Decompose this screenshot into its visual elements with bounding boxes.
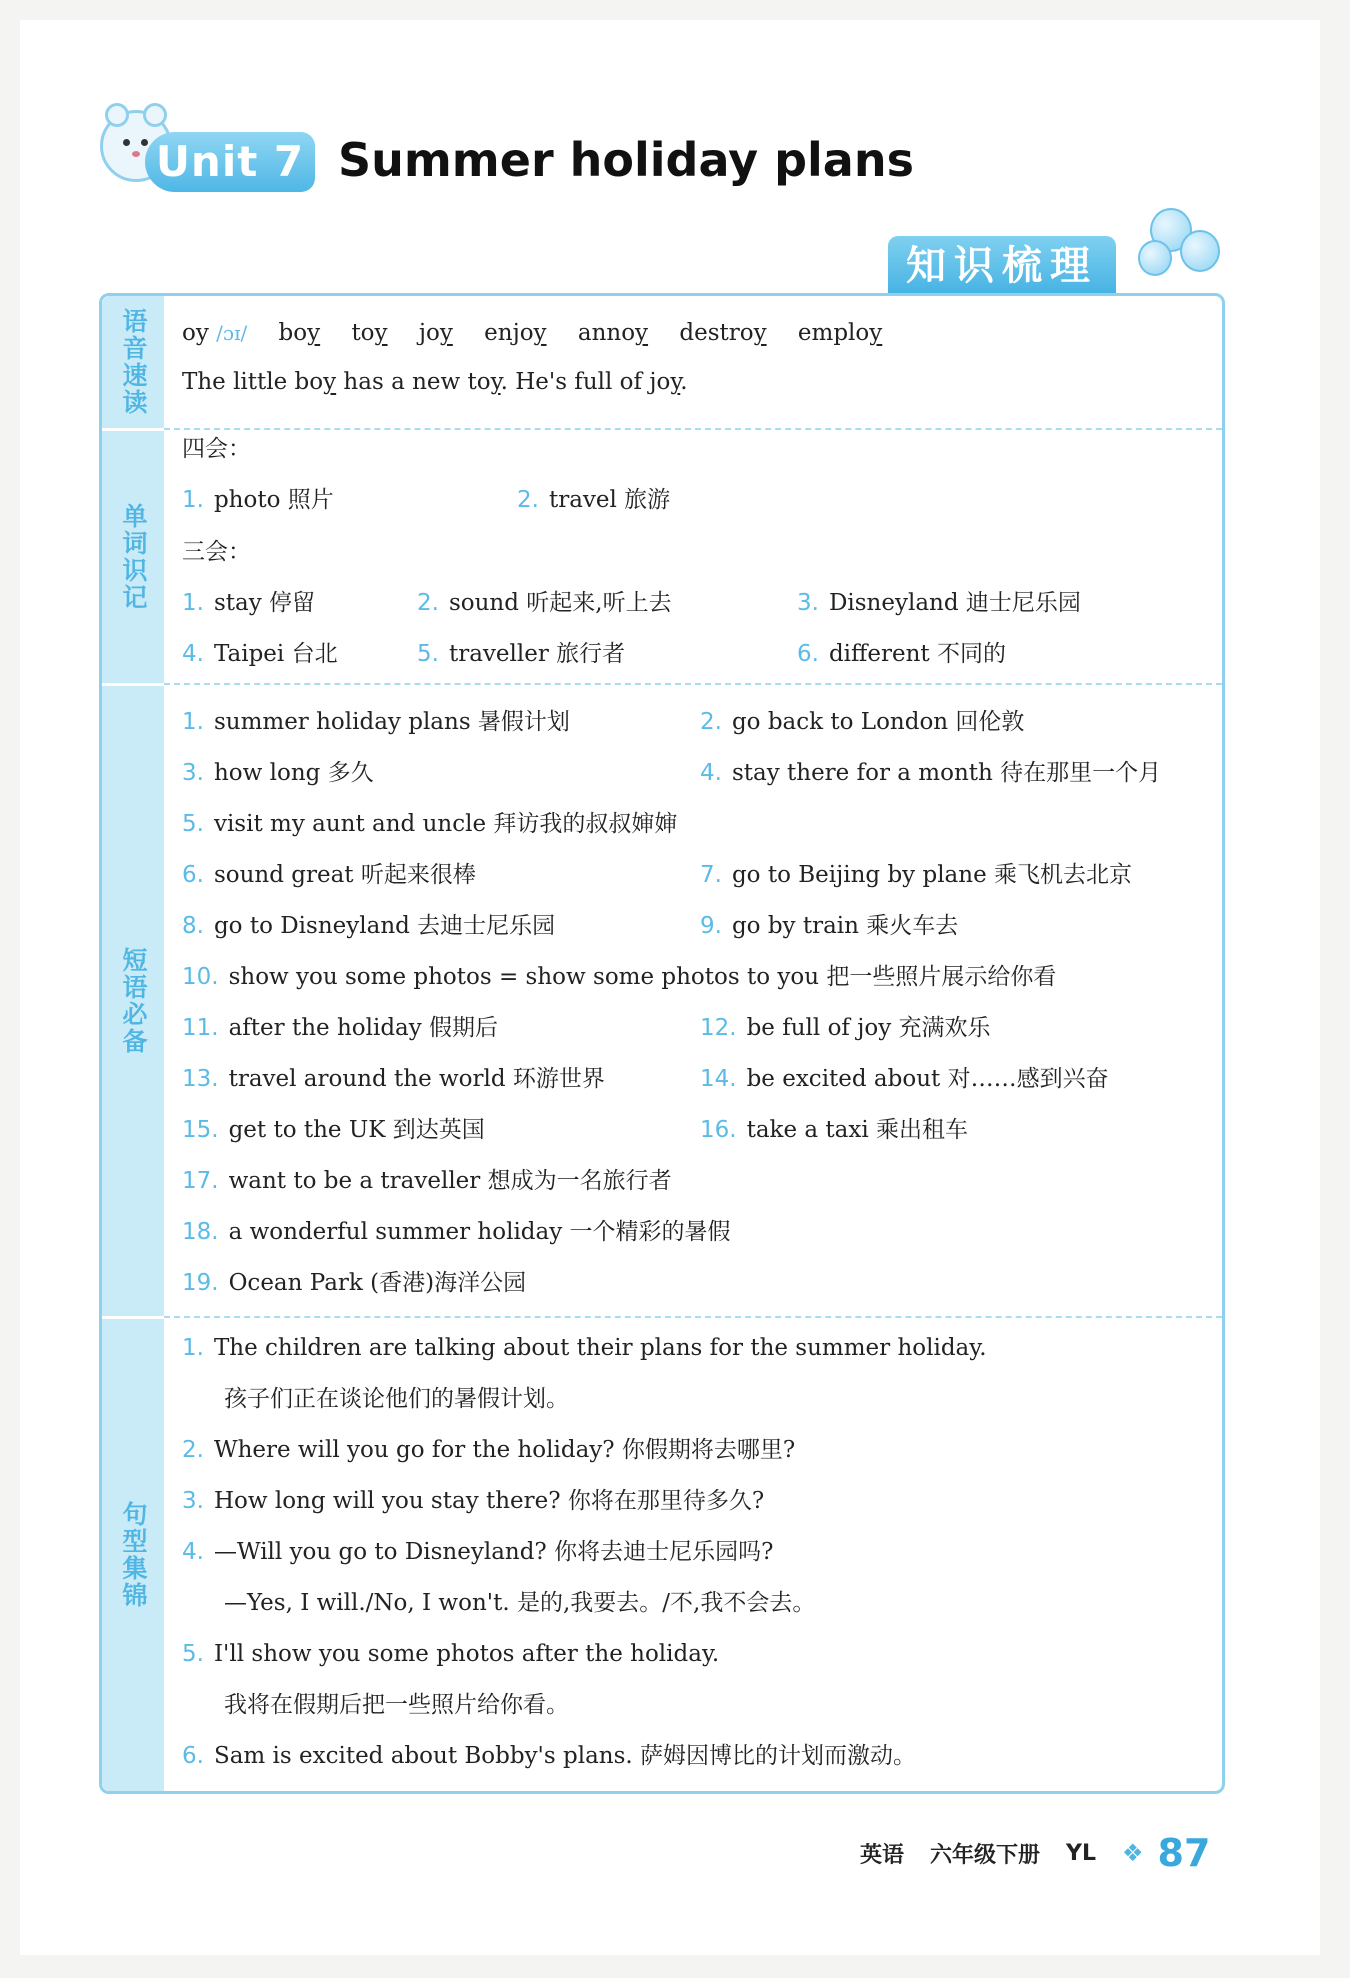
sentence-translation: 孩子们正在谈论他们的暑假计划。 xyxy=(224,1386,569,1412)
phonics-word: boy xyxy=(278,320,321,346)
three-skill-label: 三会： xyxy=(182,539,251,565)
phonics-words-line xyxy=(182,316,906,350)
sentence-item: 4. —Will you go to Disneyland? 你将去迪士尼乐园吗? xyxy=(182,1539,774,1565)
word-item: 4. Taipei 台北 xyxy=(182,641,338,667)
phrase-item: 8. go to Disneyland 去迪士尼乐园 xyxy=(182,913,556,939)
unit-title: Summer holiday plans xyxy=(338,133,914,187)
phrase-item: 18. a wonderful summer holiday 一个精彩的暑假 xyxy=(182,1219,731,1245)
phrase-item: 12. be full of joy 充满欢乐 xyxy=(700,1015,991,1041)
unit-badge: Unit 7 xyxy=(145,132,315,192)
word-item: 1. stay 停留 xyxy=(182,590,316,616)
page-footer xyxy=(860,1828,1210,1878)
side-label-phrases: 短语必备 xyxy=(102,686,164,1316)
phrase-item: 14. be excited about 对……感到兴奋 xyxy=(700,1066,1109,1092)
section-tag: 知识梳理 xyxy=(888,236,1116,296)
side-label-words: 单词识记 xyxy=(102,431,164,683)
phrase-item: 4. stay there for a month 待在那里一个月 xyxy=(700,760,1162,786)
diamond-icon: ❖ xyxy=(1121,1839,1144,1867)
phonics-word: destroy xyxy=(679,320,767,346)
phrase-item: 6. sound great 听起来很棒 xyxy=(182,862,476,888)
footer-subject: 英语 xyxy=(860,1842,905,1868)
balloons-icon xyxy=(1130,200,1230,300)
word-item: 2. sound 听起来,听上去 xyxy=(417,590,672,616)
phonics-word: toy xyxy=(351,320,388,346)
sentence-item: 5. I'll show you some photos after the holiday. xyxy=(182,1641,720,1667)
side-label-phonics: 语音速读 xyxy=(102,296,164,428)
phrase-item: 9. go by train 乘火车去 xyxy=(700,913,959,939)
phonics-word: annoy xyxy=(577,320,649,346)
phonics-sentence: The little boy has a new toy. He's full of joy. xyxy=(182,369,688,395)
phonics-sound: oy xyxy=(182,320,209,346)
word-item: 2. travel 旅游 xyxy=(517,487,671,513)
sentence-item: 2. Where will you go for the holiday? 你假期将去哪里? xyxy=(182,1437,796,1463)
sentence-answer: —Yes, I will./No, I won't. 是的,我要去。/不,我不会去。 xyxy=(224,1590,816,1616)
divider xyxy=(164,1316,1222,1318)
word-item: 6. different 不同的 xyxy=(797,641,1006,667)
phrase-item: 3. how long 多久 xyxy=(182,760,374,786)
phonics-word: enjoy xyxy=(484,320,547,346)
phrase-item: 5. visit my aunt and uncle 拜访我的叔叔婶婶 xyxy=(182,811,678,837)
word-item: 1. photo 照片 xyxy=(182,487,334,513)
phrase-item: 11. after the holiday 假期后 xyxy=(182,1015,499,1041)
four-skill-label: 四会： xyxy=(182,436,251,462)
phonics-ipa: /ɔɪ/ xyxy=(216,321,248,345)
phrase-item: 2. go back to London 回伦敦 xyxy=(700,709,1025,735)
page-number: 87 xyxy=(1157,1831,1211,1875)
knowledge-box xyxy=(99,293,1225,1794)
phrase-item: 15. get to the UK 到达英国 xyxy=(182,1117,485,1143)
word-item: 5. traveller 旅行者 xyxy=(417,641,626,667)
word-item: 3. Disneyland 迪士尼乐园 xyxy=(797,590,1081,616)
sentence-item: 1. The children are talking about their plans for the summer holiday. xyxy=(182,1335,987,1361)
divider xyxy=(164,428,1222,430)
phrase-item: 7. go to Beijing by plane 乘飞机去北京 xyxy=(700,862,1132,888)
phrase-item: 13. travel around the world 环游世界 xyxy=(182,1066,605,1092)
phrase-item: 16. take a taxi 乘出租车 xyxy=(700,1117,969,1143)
sentence-item: 6. Sam is excited about Bobby's plans. 萨姆因博比的计划而激动。 xyxy=(182,1743,917,1769)
phrase-item: 10. show you some photos = show some photos to you 把一些照片展示给你看 xyxy=(182,964,1057,990)
sentence-item: 3. How long will you stay there? 你将在那里待多久? xyxy=(182,1488,765,1514)
phrase-item: 1. summer holiday plans 暑假计划 xyxy=(182,709,570,735)
footer-edition: YL xyxy=(1066,1840,1096,1866)
phonics-word: joy xyxy=(418,320,453,346)
phonics-word: employ xyxy=(797,320,883,346)
side-label-sentences: 句型集锦 xyxy=(102,1319,164,1791)
footer-grade: 六年级下册 xyxy=(930,1842,1041,1868)
sentence-translation: 我将在假期后把一些照片给你看。 xyxy=(224,1692,569,1718)
phrase-item: 17. want to be a traveller 想成为一名旅行者 xyxy=(182,1168,672,1194)
phrase-item: 19. Ocean Park (香港)海洋公园 xyxy=(182,1270,527,1296)
divider xyxy=(164,683,1222,685)
